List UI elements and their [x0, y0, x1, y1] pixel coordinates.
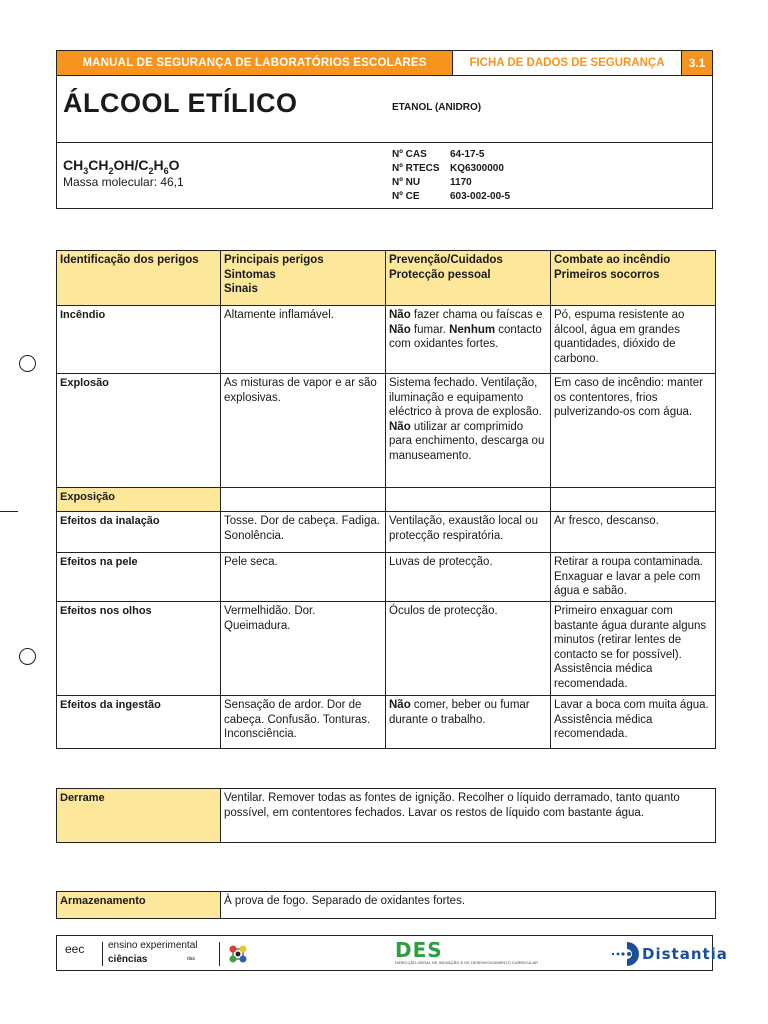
incendio-perigos: Altamente inflamável.: [221, 306, 386, 374]
explosao-combate: Em caso de incêndio: manter os contentores, frios pulverizando-os com água.: [551, 374, 716, 488]
row-label-explosao: Explosão: [57, 374, 221, 488]
title-divider: [57, 142, 712, 143]
header-identificacao: Identificação dos perigos: [57, 251, 221, 306]
table-header-row: [57, 251, 716, 306]
molecule-icon: [225, 942, 251, 966]
identifiers-list: [392, 148, 510, 204]
des-logo-text: DES: [395, 938, 443, 962]
eec-line2: ciências: [108, 954, 148, 965]
inalacao-combate: Ar fresco, descanso.: [551, 512, 716, 553]
footer-logos: [56, 935, 728, 971]
table-row: [57, 553, 716, 602]
derrame-text: Ventilar. Remover todas as fontes de ignição. Recolher o líquido derramado, tanto quanto possível, em contentores fechados. Lavar os restos de líquido com bastante água.: [221, 789, 716, 843]
pele-prevencao: Luvas de protecção.: [386, 553, 551, 602]
eec-das: das: [187, 956, 196, 962]
derrame-table: [56, 788, 716, 843]
distantia-mark-icon: [579, 941, 641, 967]
table-row: [57, 306, 716, 374]
header-perigos: Principais perigos Sintomas Sinais: [221, 251, 386, 306]
chemical-formula: $CH_3CH_2OH/C_2H_6O$: [63, 157, 180, 176]
identifier-row: Nº NU 1170: [392, 177, 472, 188]
ingestao-combate: Lavar a boca com muita água. Assistência médica recomendada.: [551, 696, 716, 749]
derrame-label: Derrame: [57, 789, 221, 843]
footer-divider: [102, 942, 103, 966]
eec-logo-text: eec: [65, 942, 85, 956]
distantia-logo-text: Distantia: [642, 945, 728, 963]
armazenamento-text: À prova de fogo. Separado de oxidantes fortes.: [221, 892, 716, 919]
substance-subtitle: ETANOL (ANIDRO): [392, 102, 482, 113]
row-label-olhos: Efeitos nos olhos: [57, 602, 221, 696]
empty-cell: [551, 488, 716, 512]
row-label-ingestao: Efeitos da ingestão: [57, 696, 221, 749]
page-title: ÁLCOOL ETÍLICO: [63, 88, 298, 118]
des-logo: [395, 940, 538, 965]
ingestao-perigos: Sensação de ardor. Dor de cabeça. Confusão. Tonturas. Inconsciência.: [221, 696, 386, 749]
table-row: [57, 374, 716, 488]
ficha-title: FICHA DE DADOS DE SEGURANÇA: [452, 51, 682, 75]
title-box: [56, 76, 713, 209]
incendio-prevencao: Não fazer chama ou faíscas e Não fumar. Nenhum contacto com oxidantes fortes.: [386, 306, 551, 374]
explosao-perigos: As misturas de vapor e ar são explosivas.: [221, 374, 386, 488]
table-row: [57, 488, 716, 512]
empty-cell: [386, 488, 551, 512]
fold-mark: [0, 511, 18, 512]
identifier-row: Nº CAS 64-17-5: [392, 149, 485, 160]
header-prevencao: Prevenção/Cuidados Protecção pessoal: [386, 251, 551, 306]
ingestao-prevencao: Não comer, beber ou fumar durante o trabalho.: [386, 696, 551, 749]
olhos-combate: Primeiro enxaguar com bastante água durante alguns minutos (retirar lentes de contacto se for possível). Assistência médica recomendada.: [551, 602, 716, 696]
empty-cell: [221, 488, 386, 512]
manual-title: MANUAL DE SEGURANÇA DE LABORATÓRIOS ESCOLARES: [82, 57, 427, 69]
armazenamento-table: [56, 891, 716, 919]
hazards-table: [56, 250, 716, 749]
pele-perigos: Pele seca.: [221, 553, 386, 602]
header-band: [56, 50, 713, 76]
sheet-number: 3.1: [688, 56, 706, 70]
explosao-prevencao: Sistema fechado. Ventilação, iluminação e equipamento eléctrico à prova de explosão. Não utilizar ar comprimido para enchimento, descarga ou manuseamento.: [386, 374, 551, 488]
armazenamento-label: Armazenamento: [57, 892, 221, 919]
pele-combate: Retirar a roupa contaminada. Enxaguar e lavar a pele com água e sabão.: [551, 553, 716, 602]
identifier-row: Nº CE 603-002-00-5: [392, 191, 511, 202]
incendio-combate: Pó, espuma resistente ao álcool, água em grandes quantidades, dióxido de carbono.: [551, 306, 716, 374]
binder-hole-bottom: [19, 648, 36, 665]
table-row: [57, 892, 716, 919]
row-label-pele: Efeitos na pele: [57, 553, 221, 602]
row-label-incendio: Incêndio: [57, 306, 221, 374]
inalacao-perigos: Tosse. Dor de cabeça. Fadiga. Sonolência.: [221, 512, 386, 553]
binder-hole-top: [19, 355, 36, 372]
des-logo-subtext: DIRECÇÃO-GERAL DE INOVAÇÃO E DE DESENVOLVIMENTO CURRICULAR: [395, 960, 538, 965]
row-label-inalacao: Efeitos da inalação: [57, 512, 221, 553]
olhos-prevencao: Óculos de protecção.: [386, 602, 551, 696]
row-label-exposicao: Exposição: [57, 488, 221, 512]
inalacao-prevencao: Ventilação, exaustão local ou protecção respiratória.: [386, 512, 551, 553]
molecular-mass: Massa molecular: 46,1: [63, 175, 184, 189]
eec-line1: ensino experimental: [108, 940, 198, 951]
olhos-perigos: Vermelhidão. Dor. Queimadura.: [221, 602, 386, 696]
table-row: [57, 512, 716, 553]
table-row: [57, 789, 716, 843]
footer-divider: [219, 942, 220, 966]
identifier-row: Nº RTECS KQ6300000: [392, 163, 504, 174]
table-row: [57, 696, 716, 749]
header-combate: Combate ao incêndio Primeiros socorros: [551, 251, 716, 306]
table-row: [57, 602, 716, 696]
